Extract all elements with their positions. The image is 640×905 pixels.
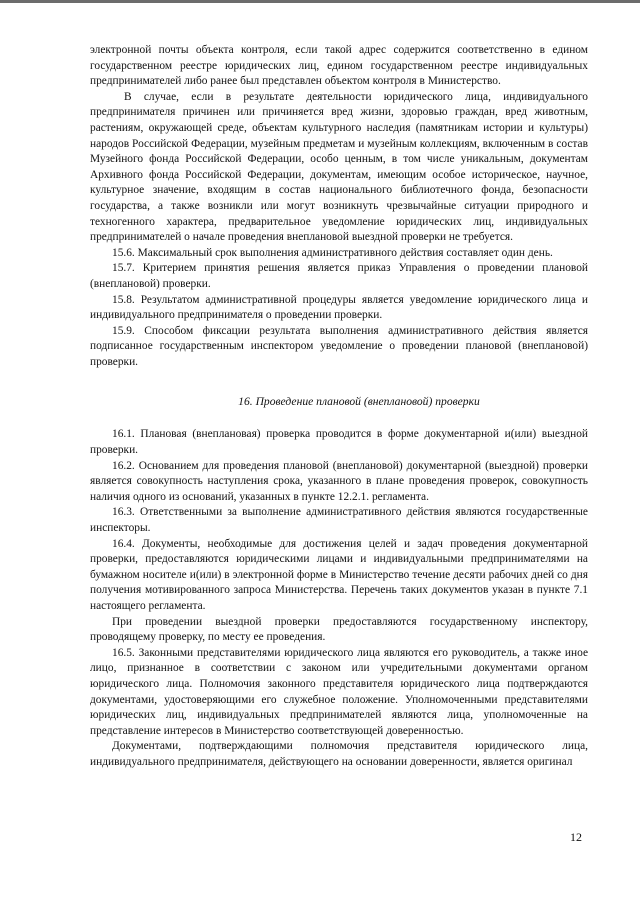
paragraph-16-5: 16.5. Законными представителями юридического лица являются его руководитель, а также иное лицо, признанное в соответствии с законом или учредительными документами органом юридического лица. Полномочия законного представителя юридического лица подтверждаются документами, удостоверяющими его служебное положение. Уполномоченными представителями юридических лиц, индивидуальных предпринимателей являются лица, уполномоченные на представление интересов в Министерство соответствующей доверенностью. bbox=[90, 646, 588, 737]
paragraph-power-of-attorney: Документами, подтверждающими полномочия представителя юридического лица, индивидуального предпринимателя, действующего на основании доверенности, является оригинал bbox=[90, 740, 588, 768]
section-heading: 16. Проведение плановой (внеплановой) проверки bbox=[238, 395, 480, 409]
paragraph-harm-exception: В случае, если в результате деятельности юридического лица, индивидуального предпринимателя причинен или причиняется вред жизни, здоровью граждан, вред животным, растениям, окружающей среде, объектам культурного наследия (памятникам истории и культуры) народов Российской Федерации, музейным предметам и музейным коллекциям, включенным в состав Музейного фонда Российской Федерации, особо ценным, в том числе уникальным, документам Архивного фонда Российской Федерации, документам, имеющим особое историческое, научное, культурное значение, входящим в состав национального библиотечного фонда, безопасности государства, а также возникли или могут возникнуть чрезвычайные ситуации природного и техногенного характера, предварительное уведомление юридических лиц, индивидуальных предпринимателей о начале проведения внеплановой выездной проверки не требуется. bbox=[90, 90, 588, 244]
paragraph-15-8: 15.8. Результатом административной процедуры является уведомление юридического лица и индивидуального предпринимателя о проведении проверки. bbox=[90, 293, 588, 322]
page-number: 12 bbox=[570, 830, 582, 844]
scan-top-edge bbox=[0, 0, 640, 3]
paragraph-15-6: 15.6. Максимальный срок выполнения административного действия составляет один день. bbox=[112, 246, 553, 259]
paragraph-15-7: 15.7. Критерием принятия решения является приказ Управления о проведении плановой (внеплановой) проверки. bbox=[90, 262, 588, 290]
paragraph-16-3: 16.3. Ответственными за выполнение административного действия являются государственные инспекторы. bbox=[90, 506, 588, 535]
document-body bbox=[90, 43, 588, 771]
paragraph-continuation-email: электронной почты объекта контроля, если такой адрес содержится соответственно в едином государственном реестре юридических лиц, едином государственном реестре индивидуальных предпринимателей либо ранее был представлен объектом контроля в Министерство. bbox=[90, 44, 588, 88]
paragraph-15-9: 15.9. Способом фиксации результата выполнения административного действия является подписанное государственным инспектором уведомление о проведении плановой (внеплановой) проверки. bbox=[90, 324, 588, 368]
paragraph-onsite-inspection: При проведении выездной проверки предоставляются государственному инспектору, проводящему проверку, по месту ее проведения. bbox=[90, 615, 588, 644]
paragraph-16-1: 16.1. Плановая (внеплановая) проверка проводится в форме документарной и(или) выездной проверки. bbox=[90, 428, 588, 457]
paragraph-16-2: 16.2. Основанием для проведения плановой (внеплановой) документарной (выездной) проверки является совокупность наступления срока, указанного в плане проведения проверок, совокупность наличия одного из оснований, указанных в пункте 12.2.1. регламента. bbox=[90, 459, 588, 503]
paragraph-16-4: 16.4. Документы, необходимые для достижения целей и задач проведения документарной проверки, предоставляются юридическими лицами и индивидуальными предпринимателями на бумажном носителе и(или) в электронной форме в Министерство течение десяти рабочих дней со дня получения мотивированного запроса Министерства. Перечень таких документов указан в пункте 7.1 настоящего регламента. bbox=[90, 537, 588, 612]
